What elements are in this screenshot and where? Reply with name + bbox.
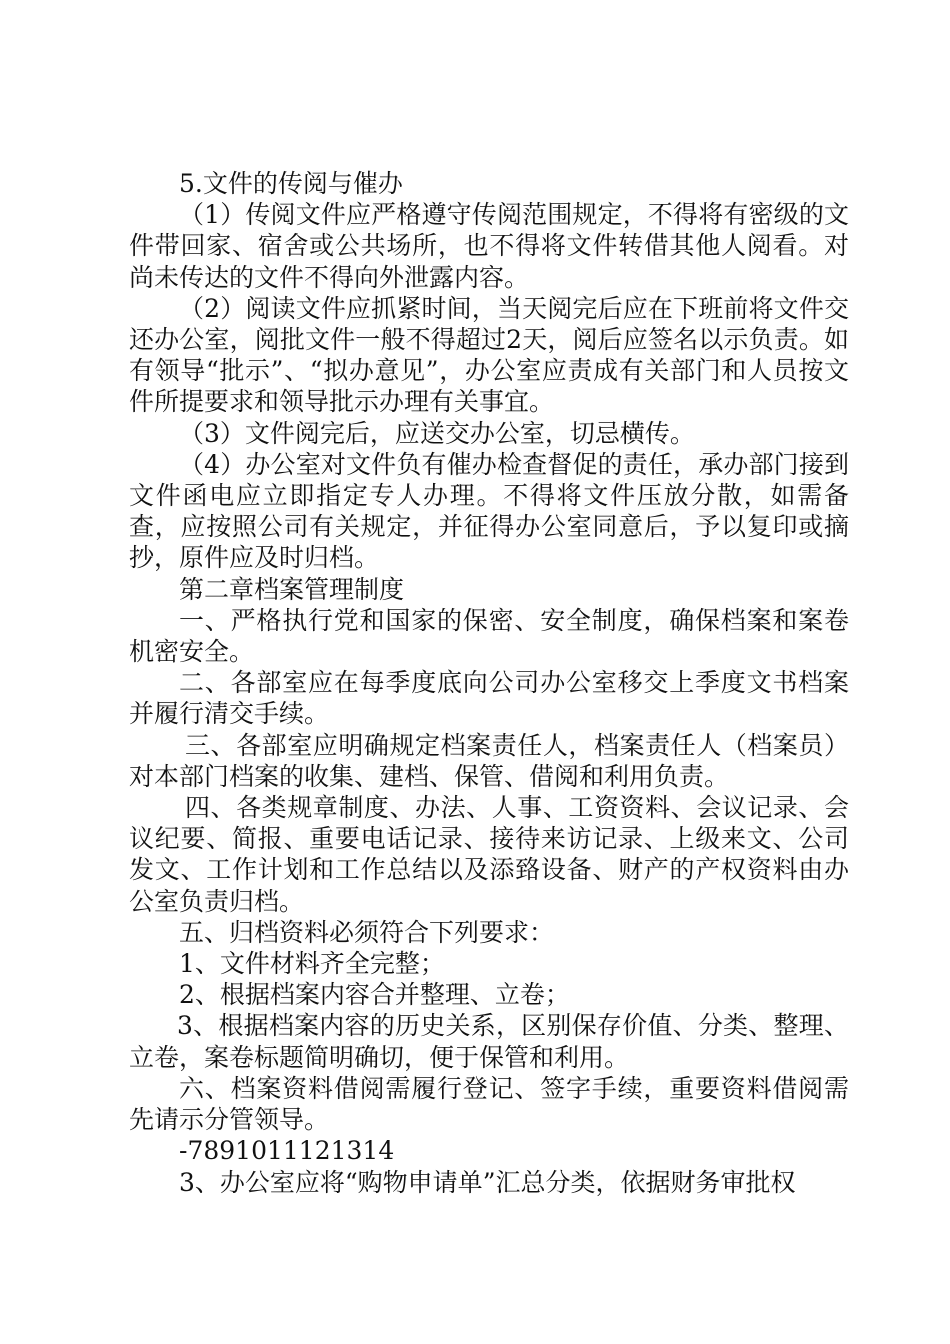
document-body [129, 168, 849, 1198]
paragraph-requirement-1: 1、文件材料齐全完整； [179, 949, 445, 979]
paragraph-rule-5: 五、归档资料必须符合下列要求： [179, 917, 555, 947]
paragraph-requirement-3: 3、根据档案内容的历史关系，区别保存价值、分类、整理、立卷，案卷标题简明确切，便于保管和利用。 [129, 1011, 849, 1072]
paragraph-rule-1: 一、严格执行党和国家的保密、安全制度，确保档案和案卷机密安全。 [129, 605, 849, 667]
paragraph-rule-3: 三、各部室应明确规定档案责任人，档案责任人（档案员）对本部门档案的收集、建档、保管、借阅和利用负责。 [129, 730, 849, 791]
paragraph-item-1: （1）传阅文件应严格遵守传阅范围规定，不得将有密级的文件带回家、宿舍或公共场所，也不得将文件转借其他人阅看。对尚未传达的文件不得向外泄露内容。 [129, 200, 849, 292]
paragraph-rule-6: 六、档案资料借阅需履行登记、签字手续，重要资料借阅需先请示分管领导。 [129, 1073, 849, 1135]
paragraph-requirement-2: 2、根据档案内容合并整理、立卷； [179, 980, 570, 1010]
paragraph-rule-4: 四、各类规章制度、办法、人事、工资资料、会议记录、会议纪要、简报、重要电话记录、接待来访记录、上级来文、公司发文、工作计划和工作总结以及添臵设备、财产的产权资料由办公室负责归档。 [129, 793, 849, 916]
section-heading-file-circulation: 5.文件的传阅与催办 [179, 169, 403, 198]
paragraph-purchase-request: 3、办公室应将“购物申请单”汇总分类，依据财务审批权 [179, 1167, 796, 1197]
page-number-sequence: -7891011121314 [179, 1136, 395, 1166]
paragraph-item-3: （3）文件阅完后，应送交办公室，切忌横传。 [179, 418, 695, 448]
paragraph-item-4: （4）办公室对文件负有催办检查督促的责任，承办部门接到文件函电应立即指定专人办理。不得将文件压放分散，如需备查，应按照公司有关规定，并征得办公室同意后，予以复印或摘抄，原件应及时归档。 [129, 449, 849, 573]
paragraph-item-2: （2）阅读文件应抓紧时间，当天阅完后应在下班前将文件交还办公室，阅批文件一般不得超过2天，阅后应签名以示负责。如有领导“批示”、“拟办意见”，办公室应责成有关部门和人员按文件所提要求和领导批示办理有关事宜。 [129, 293, 849, 417]
paragraph-rule-2: 二、各部室应在每季度底向公司办公室移交上季度文书档案并履行清交手续。 [129, 668, 849, 729]
chapter-heading-archive-management: 第二章档案管理制度 [179, 574, 405, 604]
